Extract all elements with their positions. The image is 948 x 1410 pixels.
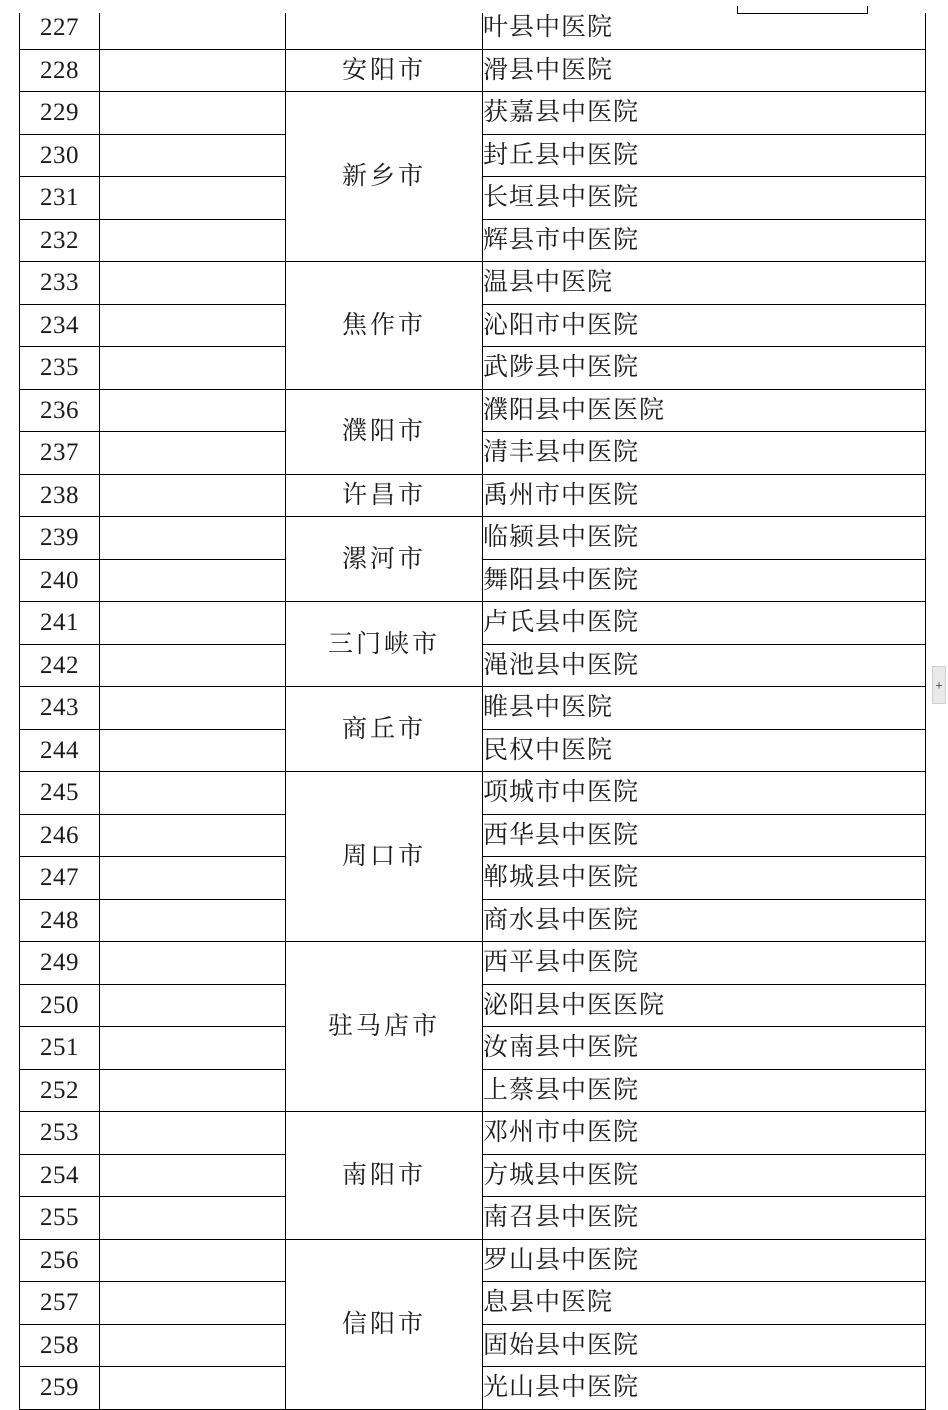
- row-institution: 项城市中医院: [483, 772, 926, 815]
- row-blank-cell: [100, 49, 286, 92]
- row-index: 241: [20, 602, 100, 645]
- row-index: 250: [20, 984, 100, 1027]
- row-blank-cell: [100, 984, 286, 1027]
- row-index: 228: [20, 49, 100, 92]
- row-institution: 获嘉县中医院: [483, 92, 926, 135]
- row-blank-cell: [100, 177, 286, 220]
- row-index: 238: [20, 474, 100, 517]
- row-blank-cell: [100, 1367, 286, 1410]
- table-row: [20, 49, 926, 92]
- table-body: [20, 7, 926, 1410]
- table-row: [20, 474, 926, 517]
- row-blank-cell: [100, 1324, 286, 1367]
- row-blank-cell: [100, 1154, 286, 1197]
- row-institution: 郸城县中医院: [483, 857, 926, 900]
- row-index: 247: [20, 857, 100, 900]
- row-index: 231: [20, 177, 100, 220]
- row-institution: 沁阳市中医院: [483, 304, 926, 347]
- row-blank-cell: [100, 602, 286, 645]
- row-institution: 固始县中医院: [483, 1324, 926, 1367]
- row-index: 257: [20, 1282, 100, 1325]
- row-institution: 温县中医院: [483, 262, 926, 305]
- row-blank-cell: [100, 517, 286, 560]
- row-index: 236: [20, 389, 100, 432]
- row-index: 232: [20, 219, 100, 262]
- row-institution: 封丘县中医院: [483, 134, 926, 177]
- row-blank-cell: [100, 262, 286, 305]
- row-institution: 息县中医院: [483, 1282, 926, 1325]
- table-row: [20, 517, 926, 560]
- row-index: 245: [20, 772, 100, 815]
- row-blank-cell: [100, 644, 286, 687]
- row-institution: 辉县市中医院: [483, 219, 926, 262]
- row-blank-cell: [100, 1239, 286, 1282]
- row-institution: 邓州市中医院: [483, 1112, 926, 1155]
- row-institution: 罗山县中医院: [483, 1239, 926, 1282]
- row-index: 227: [20, 7, 100, 50]
- row-index: 249: [20, 942, 100, 985]
- table-row: [20, 772, 926, 815]
- row-index: 233: [20, 262, 100, 305]
- row-institution: 濮阳县中医医院: [483, 389, 926, 432]
- row-institution: 方城县中医院: [483, 1154, 926, 1197]
- row-institution: 上蔡县中医院: [483, 1069, 926, 1112]
- row-index: 256: [20, 1239, 100, 1282]
- row-institution: 汝南县中医院: [483, 1027, 926, 1070]
- row-blank-cell: [100, 1282, 286, 1325]
- row-index: 258: [20, 1324, 100, 1367]
- table-row: [20, 687, 926, 730]
- table-row: [20, 942, 926, 985]
- row-index: 252: [20, 1069, 100, 1112]
- row-index: 235: [20, 347, 100, 390]
- row-index: 242: [20, 644, 100, 687]
- row-index: 251: [20, 1027, 100, 1070]
- row-index: 237: [20, 432, 100, 475]
- row-blank-cell: [100, 304, 286, 347]
- row-blank-cell: [100, 389, 286, 432]
- row-index: 255: [20, 1197, 100, 1240]
- row-index: 254: [20, 1154, 100, 1197]
- row-blank-cell: [100, 857, 286, 900]
- institution-table: [19, 6, 926, 1410]
- row-index: 253: [20, 1112, 100, 1155]
- row-institution: 光山县中医院: [483, 1367, 926, 1410]
- row-institution: 南召县中医院: [483, 1197, 926, 1240]
- row-city: 三门峡市: [286, 602, 483, 687]
- row-blank-cell: [100, 559, 286, 602]
- row-city: 周口市: [286, 772, 483, 942]
- row-index: 240: [20, 559, 100, 602]
- row-blank-cell: [100, 814, 286, 857]
- row-institution: 民权中医院: [483, 729, 926, 772]
- row-city: 信阳市: [286, 1239, 483, 1409]
- row-city: 焦作市: [286, 262, 483, 390]
- row-institution: 泌阳县中医医院: [483, 984, 926, 1027]
- scroll-handle[interactable]: [932, 666, 946, 704]
- row-institution: 武陟县中医院: [483, 347, 926, 390]
- row-city: 新乡市: [286, 92, 483, 262]
- row-institution: 叶县中医院: [483, 7, 926, 50]
- row-index: 229: [20, 92, 100, 135]
- top-edge-cell-fragment: [737, 6, 868, 14]
- row-blank-cell: [100, 772, 286, 815]
- table-row: [20, 1112, 926, 1155]
- row-blank-cell: [100, 729, 286, 772]
- row-blank-cell: [100, 1197, 286, 1240]
- row-blank-cell: [100, 474, 286, 517]
- row-blank-cell: [100, 347, 286, 390]
- row-index: 239: [20, 517, 100, 560]
- row-institution: 清丰县中医院: [483, 432, 926, 475]
- document-page: [0, 6, 948, 1402]
- row-index: 243: [20, 687, 100, 730]
- row-index: 244: [20, 729, 100, 772]
- row-blank-cell: [100, 92, 286, 135]
- table-row: [20, 389, 926, 432]
- row-blank-cell: [100, 1069, 286, 1112]
- row-city: 濮阳市: [286, 389, 483, 474]
- row-institution: 禹州市中医院: [483, 474, 926, 517]
- row-blank-cell: [100, 432, 286, 475]
- row-city: 安阳市: [286, 49, 483, 92]
- row-blank-cell: [100, 899, 286, 942]
- row-institution: 渑池县中医院: [483, 644, 926, 687]
- row-institution: 舞阳县中医院: [483, 559, 926, 602]
- row-institution: 滑县中医院: [483, 49, 926, 92]
- row-index: 248: [20, 899, 100, 942]
- row-blank-cell: [100, 1027, 286, 1070]
- row-index: 234: [20, 304, 100, 347]
- row-institution: 长垣县中医院: [483, 177, 926, 220]
- row-city: 驻马店市: [286, 942, 483, 1112]
- row-blank-cell: [100, 134, 286, 177]
- row-institution: 睢县中医院: [483, 687, 926, 730]
- row-blank-cell: [100, 1112, 286, 1155]
- row-institution: 西平县中医院: [483, 942, 926, 985]
- row-institution: 临颍县中医院: [483, 517, 926, 560]
- row-index: 246: [20, 814, 100, 857]
- table-row: [20, 92, 926, 135]
- row-blank-cell: [100, 942, 286, 985]
- row-institution: 西华县中医院: [483, 814, 926, 857]
- row-index: 230: [20, 134, 100, 177]
- row-institution: 商水县中医院: [483, 899, 926, 942]
- row-city: 许昌市: [286, 474, 483, 517]
- table-row: [20, 1239, 926, 1282]
- table-row: [20, 602, 926, 645]
- row-index: 259: [20, 1367, 100, 1410]
- row-city: 南阳市: [286, 1112, 483, 1240]
- row-institution: 卢氏县中医院: [483, 602, 926, 645]
- row-city: 商丘市: [286, 687, 483, 772]
- page-top-edge: [0, 6, 948, 13]
- row-blank-cell: [100, 687, 286, 730]
- row-city: 漯河市: [286, 517, 483, 602]
- row-blank-cell: [100, 219, 286, 262]
- table-row: [20, 262, 926, 305]
